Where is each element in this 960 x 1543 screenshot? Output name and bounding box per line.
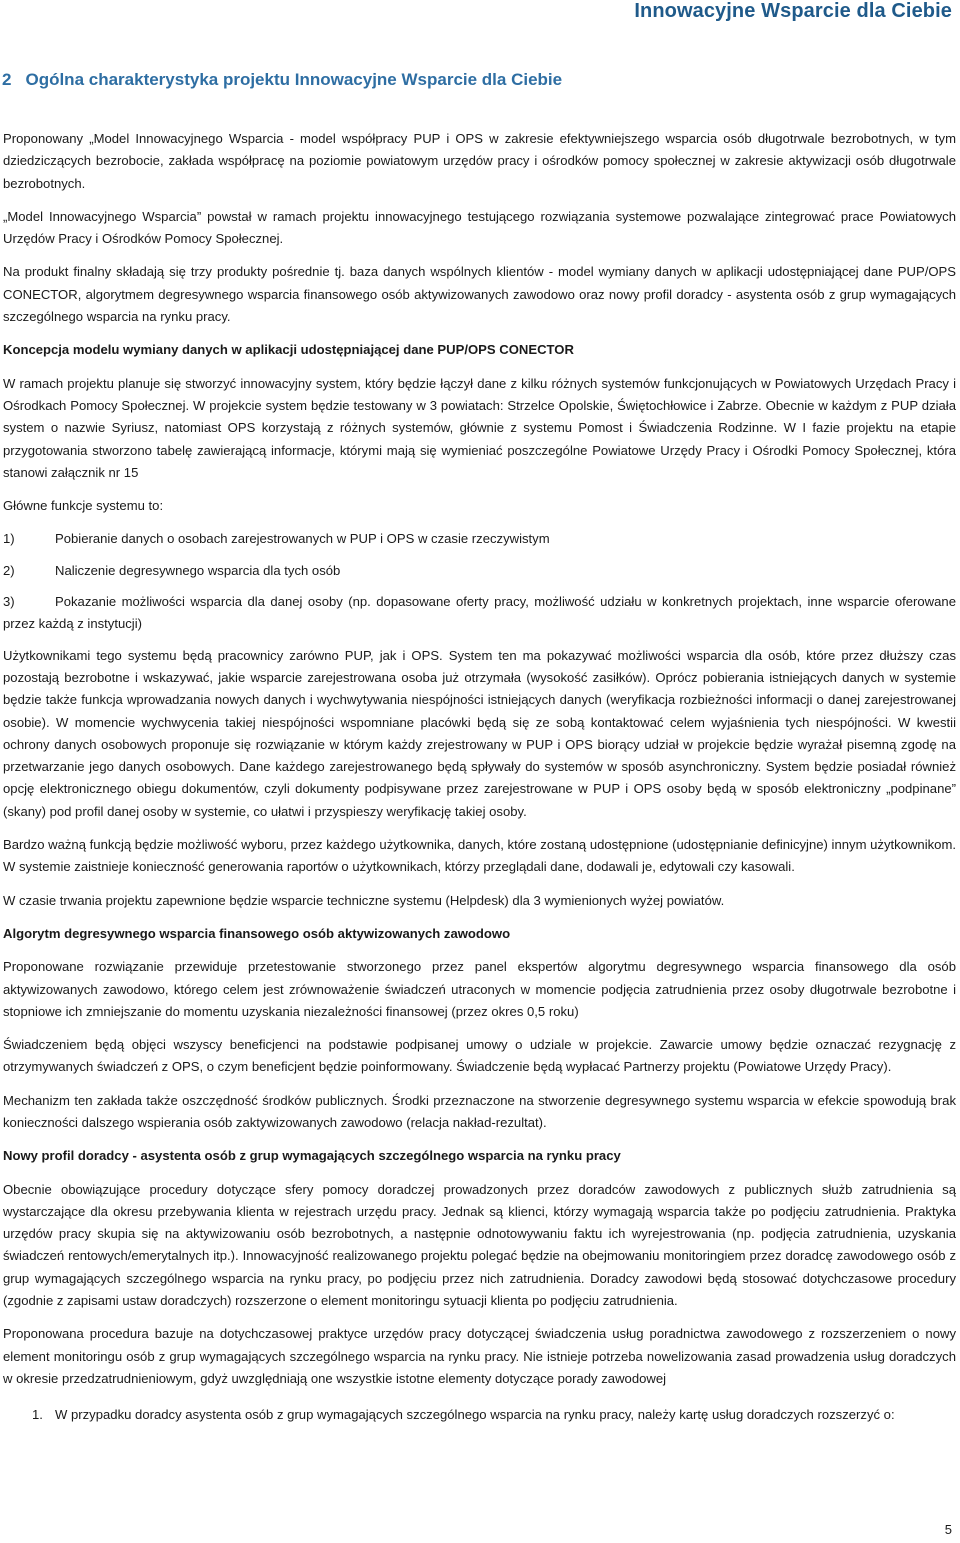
function-text: Naliczenie degresywnego wsparcia dla tych osób bbox=[55, 562, 341, 578]
page-number: 5 bbox=[944, 1522, 952, 1537]
function-text: Pokazanie możliwości wsparcia dla danej osoby (np. dopasowane oferty pracy, możliwość udziału w konkretnych projektach, inne wsparcie oferowane przez każdą z instytucji) bbox=[3, 594, 956, 632]
function-item bbox=[3, 591, 956, 636]
subheading-conector: Koncepcja modelu wymiany danych w aplikacji udostępniającej dane PUP/OPS CONECTOR bbox=[3, 342, 574, 358]
paragraph-users: Użytkownikami tego systemu będą pracownicy zarówno PUP, jak i OPS. System ten ma pokazywać możliwości wsparcia dla osób, które przez dłuższy czas pozostają bezrobotne i wskazywać, jakie wsparcie zarejestrowana osoba już otrzymała (wysokość zasiłków). Oprócz pobierania istniejących danych w systemie będzie także funkcja wprowadzania nowych danych i wychwytywania niespójności istniejących danych (weryfikacja rozbieżności informacji o danej zarejestrowanej osobie). W momencie wychwycenia takiej niespójności wspomniane placówki będą się ze sobą kontaktować celem wyjaśnienia tych niespójności. W kwestii ochrony danych osobowych proponuje się rozwiązanie w którym każdy zrejestrowany w PUP i OPS biorący udział w projekcie będzie wyrażał pisemną zgodę na przetwarzanie jego danych osobowych. Dane każdego zarejestrowanego będą spływały do systemów w sposób asynchroniczny. System będzie posiadał również opcję elektronicznego obiegu dokumentów, czyli dokumenty podpisywane przez zarejestrowane w PUP i OPS osoby będą w sposób elektroniczny „podpinane” (skany) pod profil danej osoby w systemie, co ułatwi i przyspieszy weryfikację takiej osoby. bbox=[3, 647, 956, 819]
paragraph-products: Na produkt finalny składają się trzy produkty pośrednie tj. baza danych wspólnych klientów - model wymiany danych w aplikacji udostępniającej dane PUP/OPS CONECTOR, algorytmem degresywnego wsparcia finansowego osób aktywizowanych zawodowo oraz nowy profil doradcy - asystenta osób z grup wymagających szczególnego wsparcia na rynku pracy. bbox=[3, 264, 956, 325]
function-number: 3) bbox=[3, 594, 15, 610]
subheading-algorithm: Algorytm degresywnego wsparcia finansowego osób aktywizowanych zawodowo bbox=[3, 925, 511, 941]
list-number: 1. bbox=[32, 1407, 43, 1423]
running-header: Innowacyjne Wsparcie dla Ciebie bbox=[634, 0, 952, 22]
paragraph-sharing: Bardzo ważną funkcją będzie możliwość wyboru, przez każdego użytkownika, danych, które zostaną udostępnione (udostępnianie definicyjne) innym użytkownikom. W systemie zaistnieje konieczność generowania raportów o użytkownikach, którzy przeglądali dane, dodawali je, edytowali czy kasowali. bbox=[3, 837, 956, 875]
paragraph-benefit: Świadczeniem będą objęci wszyscy beneficjenci na podstawie podpisanej umowy o udziale w projekcie. Zawarcie umowy będzie oznaczać rezygnację z otrzymywanych świadczeń z OPS, o czym beneficjent będzie poinformowany. Świadczenie będą wypłacać Partnerzy projektu (Powiatowe Urzędy Pracy). bbox=[3, 1037, 956, 1075]
list-text: W przypadku doradcy asystenta osób z grup wymagających szczególnego wsparcia na rynku pracy, należy kartę usług doradczych rozszerzyć o: bbox=[55, 1407, 895, 1423]
function-number: 1) bbox=[3, 531, 15, 547]
paragraph-system: W ramach projektu planuje się stworzyć innowacyjny system, który będzie łączył dane z kilku różnych systemów funkcjonujących w Powiatowych Urzędach Pracy i Ośrodkach Pomocy Społecznej. W projekcie system będzie testowany w 3 powiatach: Strzelce Opolskie, Świętochłowice i Zabrze. Obecnie w każdym z PUP działa system o nazwie Syriusz, natomiast OPS korzystają z różnych systemów, głównie z systemu Pomost i Świadczenia Rodzinne. W I fazie projektu na etapie przygotowania stworzono tabelę zawierającą informacje, którymi mają się wymieniać poszczególne Powiatowe Urzędy Pracy i Ośrodki Pomocy Społecznej, która stanowi załącznik nr 15 bbox=[3, 375, 956, 480]
numbered-list-item bbox=[3, 1404, 956, 1426]
function-text: Pobieranie danych o osobach zarejestrowanych w PUP i OPS w czasie rzeczywistym bbox=[55, 531, 550, 547]
function-item bbox=[3, 560, 956, 582]
document-body bbox=[3, 128, 956, 1427]
subheading-advisor: Nowy profil doradcy - asystenta osób z grup wymagających szczególnego wsparcia na rynku pracy bbox=[3, 1148, 621, 1164]
paragraph-savings: Mechanizm ten zakłada także oszczędność środków publicznych. Środki przeznaczone na stworzenie degresywnego systemu wsparcia w efekcie spowodują brak konieczności dalszego wspierania osób zaktywizowanych zawodowo (relacja nakład-rezultat). bbox=[3, 1092, 956, 1130]
section-title: Ogólna charakterystyka projektu Innowacyjne Wsparcie dla Ciebie bbox=[25, 70, 563, 89]
paragraph-intro: Proponowany „Model Innowacyjnego Wsparcia - model współpracy PUP i OPS w zakresie efektywniejszego wsparcia osób długotrwale bezrobotnych, w tym dziedziczących bezrobocie, zakłada współpracę na poziomie powiatowym urzędów pracy i ośrodków pomocy społecznej w zakresie aktywizacji osób długotrwale bezrobotnych. bbox=[3, 131, 956, 191]
function-number: 2) bbox=[3, 562, 15, 578]
paragraph-proposed: Proponowana procedura bazuje na dotychczasowej praktyce urzędów pracy dotyczącej świadczenia usług poradnictwa zawodowego z rozszerzeniem o nowy element monitoringu osób z grup wymagających szczególnego wsparcia na rynku pracy. Nie istnieje potrzeba nowelizowania zasad prowadzenia usług doradczych w okresie przedzatrudnieniowym, gdyż uwzględniają one wszystkie istotne elementy dotyczące porady zawodowej bbox=[3, 1326, 956, 1386]
paragraph-functions-intro: Główne funkcje systemu to: bbox=[3, 498, 164, 514]
section-number: 2 bbox=[2, 70, 12, 89]
section-heading bbox=[2, 70, 956, 90]
paragraph-model: „Model Innowacyjnego Wsparcia” powstał w ramach projektu innowacyjnego testującego rozwiązania systemowe pozwalające zintegrować prace Powiatowych Urzędów Pracy i Ośrodków Pomocy Społecznej. bbox=[3, 208, 956, 247]
paragraph-algorithm: Proponowane rozwiązanie przewiduje przetestowanie stworzonego przez panel ekspertów algorytmu degresywnego wsparcia finansowego dla osób aktywizowanych zawodowo, którego celem jest zrównoważenie świadczeń utraconych w momencie podjęcia zatrudnienia przez osoby długotrwale bezrobotne i stopniowe ich zmniejszanie do momentu uzyskania niezależności finansowej (przez okres 0,5 roku) bbox=[3, 959, 956, 1019]
paragraph-helpdesk: W czasie trwania projektu zapewnione będzie wsparcie techniczne systemu (Helpdesk) dla 3 wymienionych wyżej powiatów. bbox=[3, 892, 725, 908]
paragraph-procedures: Obecnie obowiązujące procedury dotyczące sfery pomocy doradczej prowadzonych przez doradców zawodowych z publicznych służb zatrudnienia są wystarczające dla okresu przebywania klienta w rejestrach urzędu pracy. Jednak są klienci, którzy wymagają wsparcia także po podjęciu zatrudnienia. Praktyka urzędów pracy skupia się na aktywizowaniu osób bezrobotnych, a następnie odnotowywaniu faktu ich wyrejestrowania (np. podjęcia zatrudnienia, uzyskania świadczeń rentowych/emerytalnych itp.). Innowacyjność realizowanego projektu polegać będzie na obejmowaniu monitoringiem przez doradcę zawodowego osób z grup wymagających szczególnego wsparcia na rynku pracy, po podjęciu przez nich zatrudnienia. Doradcy zawodowi będą stosować dotychczasowe procedury (zgodnie z zapisami ustaw doradczych) rozszerzone o element monitoringu sytuacji klienta po podjęciu zatrudnienia. bbox=[3, 1181, 956, 1309]
function-item bbox=[3, 528, 956, 550]
